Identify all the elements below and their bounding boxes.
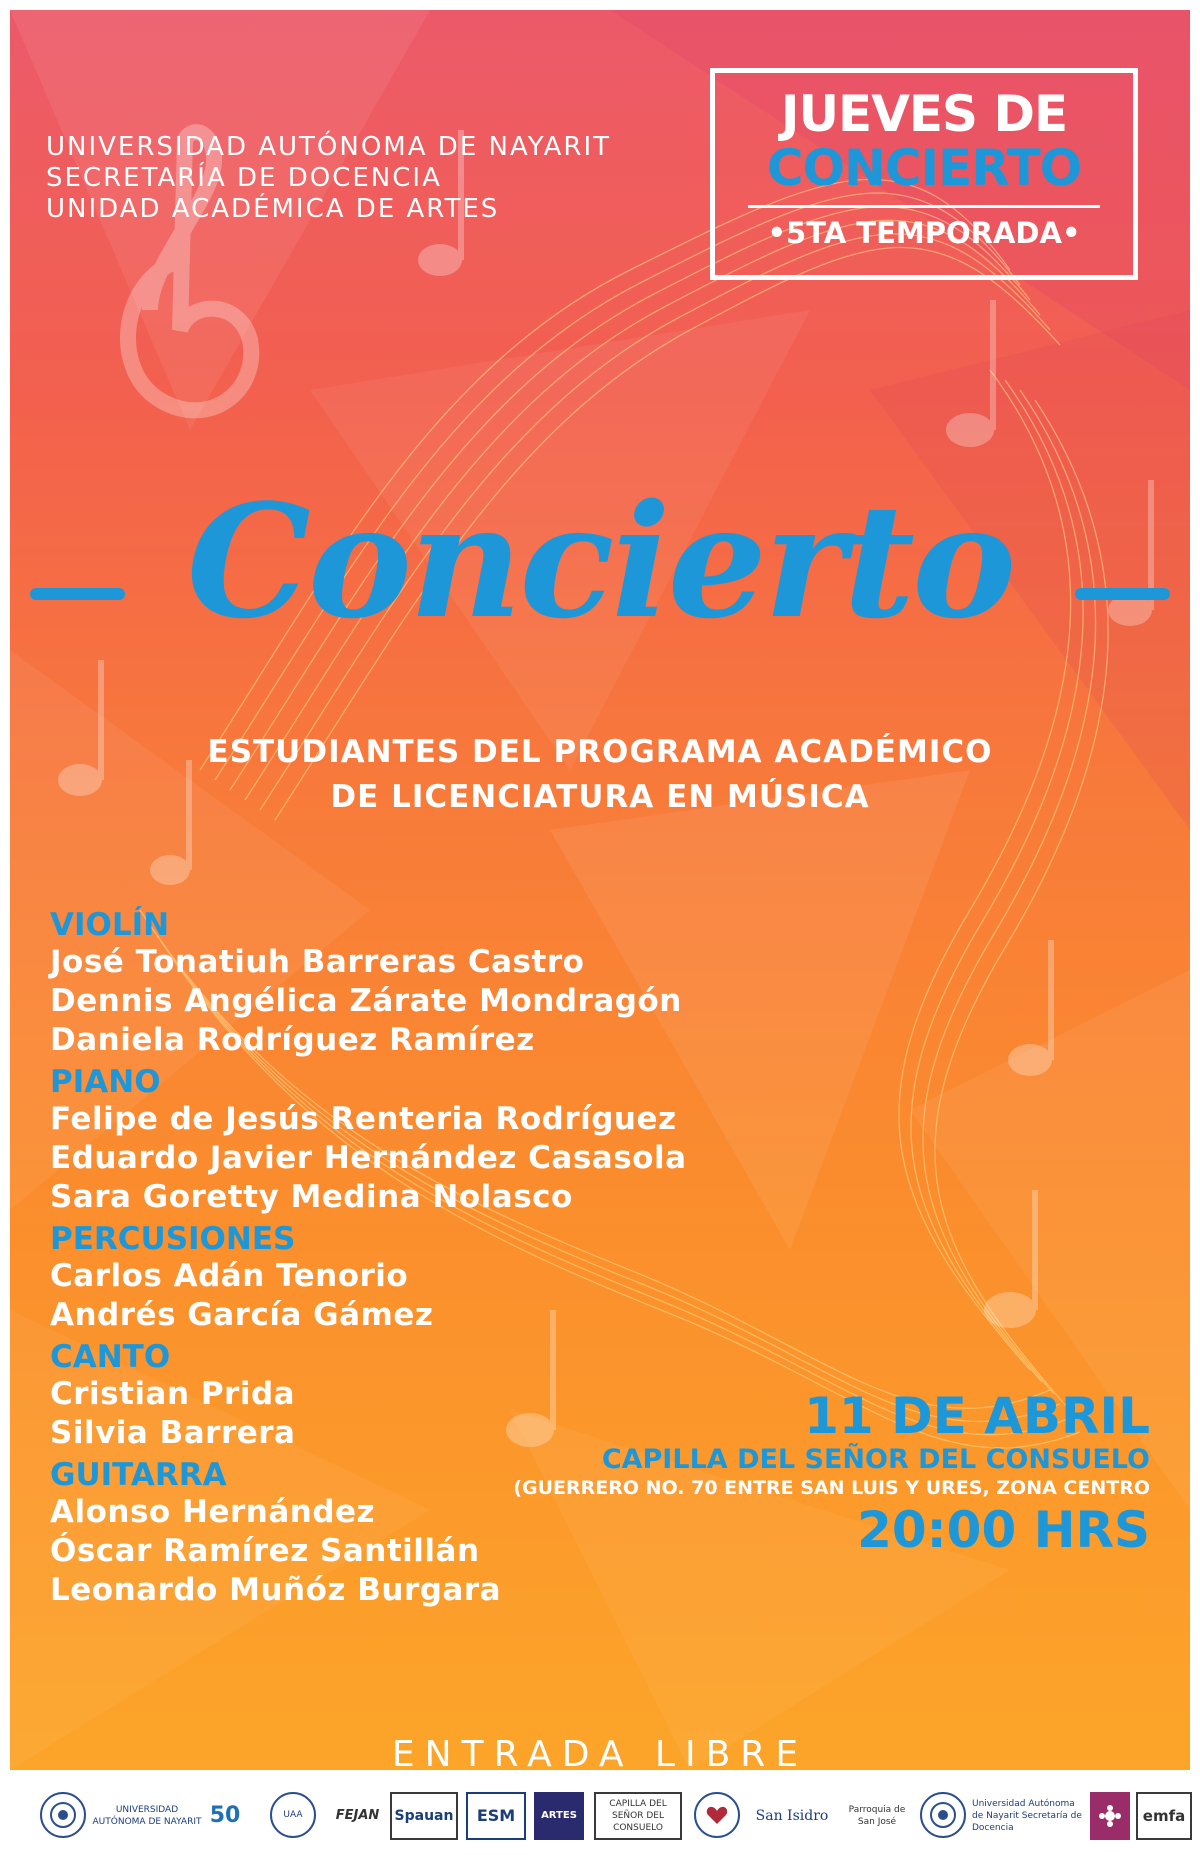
uan-docencia-seal-logo	[920, 1792, 966, 1838]
free-entrance-label: ENTRADA LIBRE	[391, 1734, 809, 1770]
institution-header	[46, 132, 611, 225]
sponsor-logos-bar	[0, 1780, 1200, 1855]
institution-line-university: UNIVERSIDAD AUTÓNOMA DE NAYARIT	[46, 132, 611, 162]
section-title-percusiones: PERCUSIONES	[50, 1221, 296, 1257]
badge-line-temporada: •5TA TEMPORADA•	[767, 216, 1081, 250]
parroquia-logo: Parroquia de San José	[848, 1805, 906, 1827]
uan-docencia-logo: Universidad Autónoma de Nayarit Secretaría de Docencia	[972, 1799, 1082, 1833]
performer-name: Leonardo Muñóz Burgara	[50, 1572, 502, 1608]
performer-name: José Tonatiuh Barreras Castro	[50, 944, 585, 980]
event-day: 11	[804, 1387, 874, 1445]
subtitle-line-1: ESTUDIANTES DEL PROGRAMA ACADÉMICO	[207, 734, 993, 770]
performer-name: Felipe de Jesús Renteria Rodríguez	[50, 1101, 677, 1137]
ceba-logo: ARTES	[534, 1792, 584, 1840]
heart-church-logo	[694, 1792, 740, 1838]
spauan-logo: Spauan	[390, 1792, 458, 1840]
performer-name: Andrés García Gámez	[50, 1297, 434, 1333]
san-isidro-logo: San Isidro	[755, 1808, 829, 1824]
performer-name: Dennis Angélica Zárate Mondragón	[50, 983, 682, 1019]
anniversary-logo: 50	[209, 1803, 241, 1828]
section-title-piano: PIANO	[50, 1064, 161, 1100]
badge-line-jueves: JUEVES DE	[780, 85, 1068, 143]
event-venue: CAPILLA DEL SEÑOR DEL CONSUELO	[601, 1444, 1150, 1475]
uan-seal-logo	[40, 1792, 86, 1838]
performer-name: Sara Goretty Medina Nolasco	[50, 1179, 573, 1215]
performer-name: Carlos Adán Tenorio	[50, 1258, 409, 1294]
section-title-canto: CANTO	[50, 1339, 171, 1375]
performer-name: Alonso Hernández	[50, 1494, 376, 1530]
performer-name: Cristian Prida	[50, 1376, 296, 1412]
seal-icon	[48, 1800, 78, 1830]
section-title-guitarra: GUITARRA	[50, 1457, 227, 1493]
seal-icon	[928, 1800, 958, 1830]
uan-name-logo: UNIVERSIDAD AUTÓNOMA DE NAYARIT	[92, 1805, 202, 1827]
performer-name: Eduardo Javier Hernández Casasola	[50, 1140, 687, 1176]
season-badge	[710, 68, 1138, 280]
event-details	[513, 1388, 1150, 1560]
badge-divider	[748, 205, 1100, 208]
performer-name: Óscar Ramírez Santillán	[50, 1533, 480, 1569]
uaa-logo: UAA	[270, 1792, 316, 1838]
institution-line-secretaria: SECRETARÍA DE DOCENCIA	[46, 163, 442, 193]
event-date	[513, 1388, 1150, 1444]
fejan-logo: FEJAN	[335, 1808, 380, 1823]
event-month: DE ABRIL	[891, 1387, 1150, 1445]
emfa-logo: emfa	[1136, 1792, 1192, 1840]
flower-icon	[1098, 1804, 1122, 1828]
event-address: (GUERRERO NO. 70 ENTRE SAN LUIS Y URES, ZONA CENTRO	[513, 1477, 1150, 1499]
performer-name: Daniela Rodríguez Ramírez	[50, 1022, 535, 1058]
program-subtitle	[10, 730, 1190, 820]
event-time: 20:00 HRS	[857, 1501, 1150, 1559]
subtitle-line-2: DE LICENCIATURA EN MÚSICA	[330, 779, 870, 815]
heart-icon	[704, 1802, 730, 1828]
badge-line-concierto: CONCIERTO	[766, 139, 1082, 197]
title-dash-right	[1075, 588, 1170, 600]
alica-logo	[1090, 1792, 1130, 1840]
capilla-logo: CAPILLA DEL SEÑOR DEL CONSUELO	[594, 1792, 682, 1840]
poster	[10, 10, 1190, 1770]
esm-logo: ESM	[466, 1792, 526, 1840]
main-title: Concierto	[186, 470, 1014, 653]
section-title-violin: VIOLÍN	[50, 907, 170, 943]
performer-name: Silvia Barrera	[50, 1415, 296, 1451]
institution-line-unidad: UNIDAD ACADÉMICA DE ARTES	[46, 194, 500, 224]
